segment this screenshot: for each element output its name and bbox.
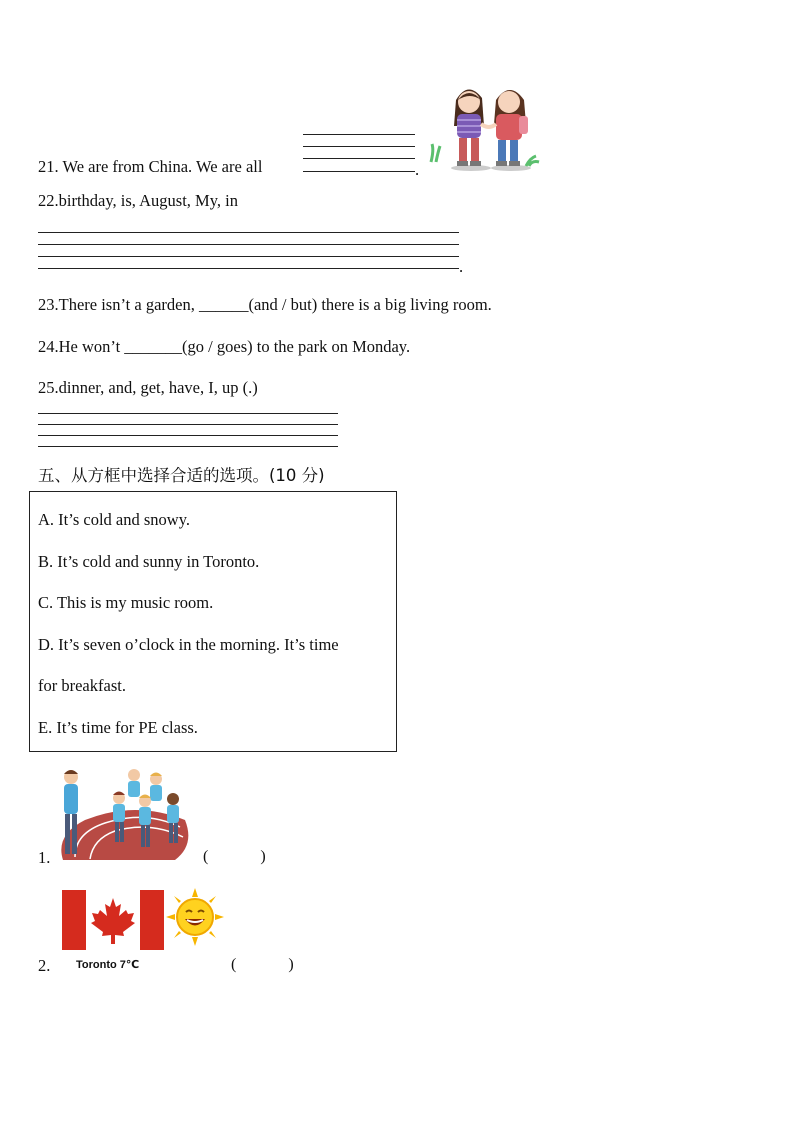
period-mark: . <box>459 257 464 276</box>
question-number: 24 <box>38 337 55 356</box>
option-d-continued: for breakfast. <box>38 676 126 695</box>
question-22 <box>38 193 238 210</box>
answer-line <box>38 232 459 233</box>
section-title: 五、从方框中选择合适的选项。(10 分) <box>38 466 325 485</box>
answer-line <box>38 256 459 257</box>
question-text: .dinner, and, get, have, I, up (.) <box>54 378 258 397</box>
answer-line <box>303 134 415 135</box>
option-a: A. It’s cold and snowy. <box>38 510 190 529</box>
answer-line <box>303 158 415 159</box>
canada-flag-icon <box>62 890 164 950</box>
answer-line <box>38 424 338 425</box>
two-girls-illustration <box>426 80 541 175</box>
sun-icon <box>166 888 224 946</box>
answer-line <box>38 268 459 269</box>
question-number: 22 <box>38 191 55 210</box>
answer-line <box>303 171 415 172</box>
answer-blank[interactable]: ( ) <box>203 848 266 865</box>
period-mark: . <box>415 160 420 179</box>
answer-line <box>303 146 415 147</box>
answer-line <box>38 244 459 245</box>
answer-line <box>38 413 338 414</box>
question-number: 21 <box>38 157 55 176</box>
option-b: B. It’s cold and sunny in Toronto. <box>38 552 260 571</box>
question-text: .He won’t _______(go / goes) to the park on Monday. <box>54 337 411 356</box>
question-number: 23 <box>38 295 55 314</box>
item-number: 2. <box>38 956 51 975</box>
pe-class-illustration <box>55 765 195 865</box>
question-23 <box>38 297 492 314</box>
option-d: D. It’s seven o’clock in the morning. It’s time <box>38 635 339 654</box>
question-21 <box>38 159 262 176</box>
item-number: 1. <box>38 848 51 867</box>
question-text: .birthday, is, August, My, in <box>54 191 238 210</box>
question-25 <box>38 380 258 397</box>
options-box <box>29 491 397 752</box>
question-text: . We are from China. We are all <box>54 157 263 176</box>
answer-line <box>38 435 338 436</box>
option-e: E. It’s time for PE class. <box>38 718 198 737</box>
question-24 <box>38 339 410 356</box>
question-number: 25 <box>38 378 55 397</box>
weather-caption: Toronto 7℃ <box>76 959 140 971</box>
option-c: C. This is my music room. <box>38 593 214 612</box>
answer-blank[interactable]: ( ) <box>231 956 294 973</box>
answer-line <box>38 446 338 447</box>
question-text: .There isn’t a garden, ______(and / but) there is a big living room. <box>54 295 492 314</box>
